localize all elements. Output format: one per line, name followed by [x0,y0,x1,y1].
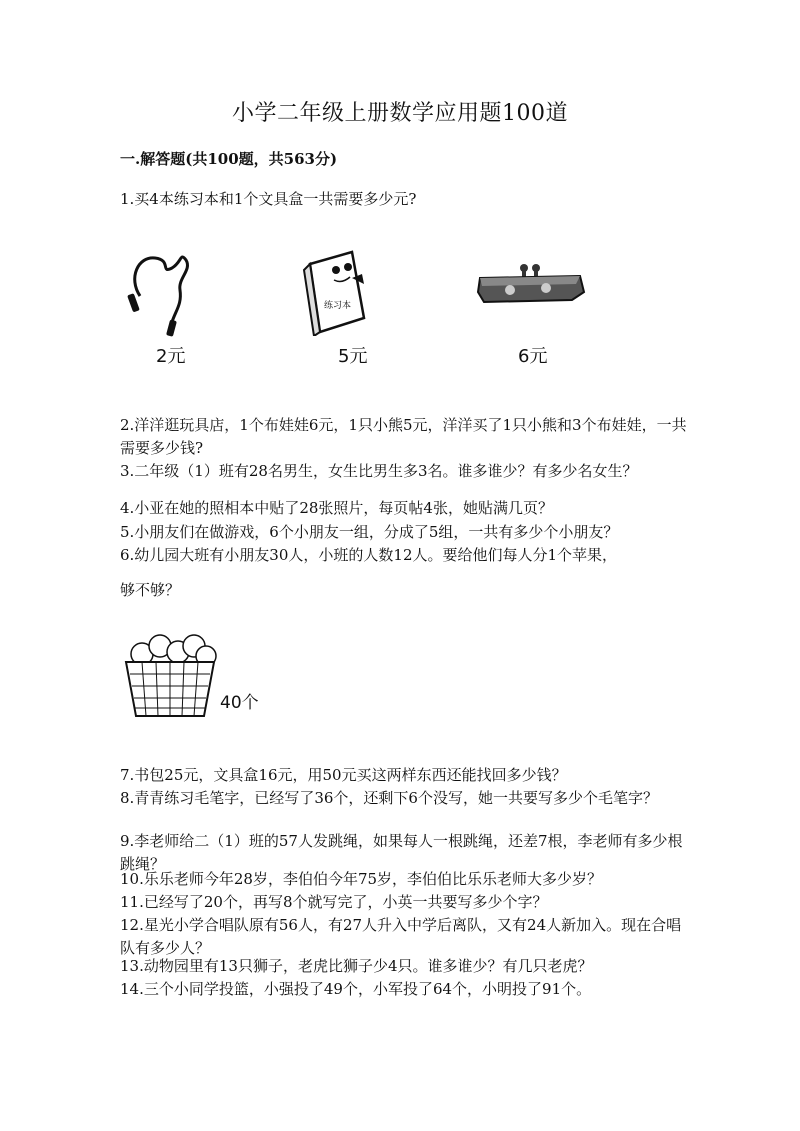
notebook-figure [298,248,378,340]
question-2: 2.洋洋逛玩具店，1个布娃娃6元，1只小熊5元，洋洋买了1只小熊和3个布娃娃，一共需要多少钱? [120,416,687,457]
question-1: 1.买4本练习本和1个文具盒一共需要多少元? [120,190,417,208]
question-13: 13.动物园里有13只狮子，老虎比狮子少4只。谁多谁少？有几只老虎？ [120,957,593,975]
question-5: 5.小朋友们在做游戏，6个小朋友一组，分成了5组，一共有多少个小朋友？ [120,523,619,541]
rope-price: 2元 [156,346,186,367]
question-7: 7.书包25元，文具盒16元，用50元买这两样东西还能找回多少钱？ [120,766,567,784]
notebook-icon [298,248,378,336]
pencil-case-price: 6元 [518,346,548,367]
question-3: 3.二年级（1）班有28名男生，女生比男生多3名。谁多谁少？有多少名女生？ [120,462,638,480]
question-6: 6.幼儿园大班有小朋友30人，小班的人数12人。要给他们每人分1个苹果， [120,546,618,564]
question-8: 8.青青练习毛笔字，已经写了36个，还剩下6个没写，她一共要写多少个毛笔字？ [120,789,658,807]
section-heading: 一.解答题(共100题，共563分) [120,150,338,168]
question-12: 12.星光小学合唱队原有56人，有27人升入中学后离队，又有24人新加入。现在合唱队有多少人？ [120,916,682,957]
question-14: 14.三个小同学投篮，小强投了49个，小军投了64个，小明投了91个。 [120,980,592,998]
question-9: 9.李老师给二（1）班的57人发跳绳，如果每人一根跳绳，还差7根，李老师有多少根跳绳？ [120,832,683,873]
pencil-case-icon [476,248,586,318]
pencil-case-figure [476,248,586,322]
page-title: 小学二年级上册数学应用题100道 [232,101,568,126]
price-figures [120,248,600,378]
apple-count: 40个 [220,693,259,713]
notebook-cover-text: 练习本 [324,301,352,311]
question-10: 10.乐乐老师今年28岁，李伯伯今年75岁，李伯伯比乐乐老师大多少岁？ [120,870,603,888]
jump-rope-figure [120,248,200,342]
question-6-cont: 够不够？ [120,581,181,599]
jump-rope-icon [120,248,200,338]
question-4: 4.小亚在她的照相本中贴了28张照片，每页帖4张，她贴满几页？ [120,499,553,517]
notebook-price: 5元 [338,346,368,367]
question-11: 11.已经写了20个，再写8个就写完了，小英一共要写多少个字？ [120,893,548,911]
